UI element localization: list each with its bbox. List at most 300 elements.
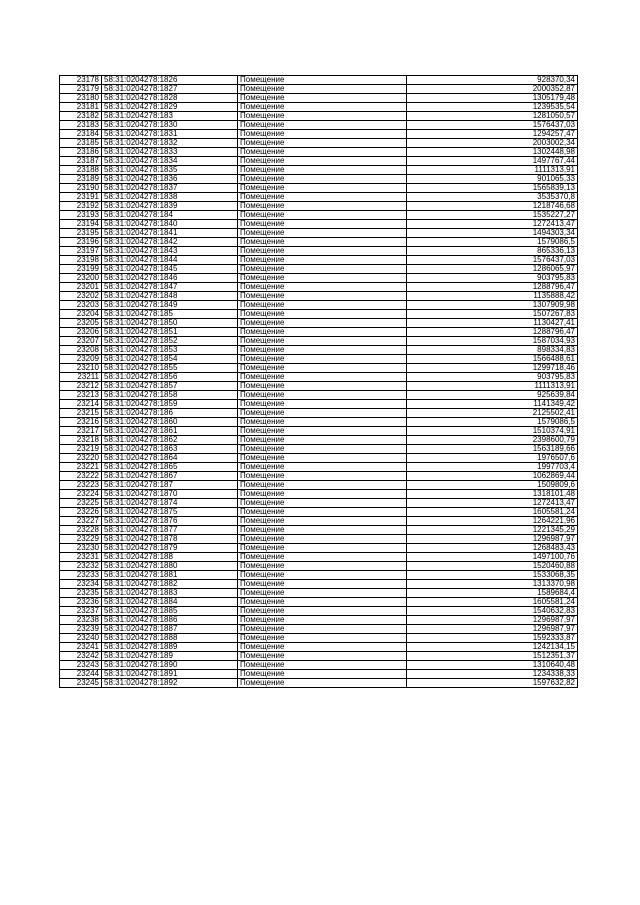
object-type: Помещение: [238, 454, 407, 463]
table-row: [60, 346, 578, 355]
object-type: Помещение: [238, 193, 407, 202]
cadastral-value: 865336,13: [407, 247, 578, 256]
cadastral-value: 901065,33: [407, 175, 578, 184]
row-number: 23216: [60, 418, 102, 427]
object-type: Помещение: [238, 355, 407, 364]
cadastral-value: 1597632,82: [407, 679, 578, 688]
row-number: 23189: [60, 175, 102, 184]
cadastral-value: 1130427,41: [407, 319, 578, 328]
object-type: Помещение: [238, 85, 407, 94]
cadastral-number: 58:31:0204278:1889: [102, 643, 238, 652]
cadastral-number: 58:31:0204278:1870: [102, 490, 238, 499]
table-row: [60, 382, 578, 391]
row-number: 23242: [60, 652, 102, 661]
object-type: Помещение: [238, 274, 407, 283]
table-row: [60, 184, 578, 193]
cadastral-number: 58:31:0204278:187: [102, 481, 238, 490]
cadastral-value: 1510374,91: [407, 427, 578, 436]
cadastral-number: 58:31:0204278:1856: [102, 373, 238, 382]
table-row: [60, 238, 578, 247]
row-number: 23182: [60, 112, 102, 121]
cadastral-value: 1533068,35: [407, 571, 578, 580]
table-row: [60, 274, 578, 283]
cadastral-number: 58:31:0204278:1853: [102, 346, 238, 355]
table-row: [60, 481, 578, 490]
object-type: Помещение: [238, 499, 407, 508]
cadastral-value: 1605581,24: [407, 598, 578, 607]
cadastral-number: 58:31:0204278:1840: [102, 220, 238, 229]
cadastral-value: 2000352,87: [407, 85, 578, 94]
row-number: 23230: [60, 544, 102, 553]
table-row: [60, 625, 578, 634]
table-row: [60, 310, 578, 319]
cadastral-number: 58:31:0204278:1836: [102, 175, 238, 184]
object-type: Помещение: [238, 562, 407, 571]
cadastral-number: 58:31:0204278:1882: [102, 580, 238, 589]
cadastral-number: 58:31:0204278:1859: [102, 400, 238, 409]
cadastral-number: 58:31:0204278:1890: [102, 661, 238, 670]
cadastral-value: 1509809,6: [407, 481, 578, 490]
cadastral-value: 1135888,42: [407, 292, 578, 301]
object-type: Помещение: [238, 553, 407, 562]
cadastral-number: 58:31:0204278:1858: [102, 391, 238, 400]
row-number: 23193: [60, 211, 102, 220]
table-row: [60, 670, 578, 679]
object-type: Помещение: [238, 292, 407, 301]
cadastral-number: 58:31:0204278:1880: [102, 562, 238, 571]
row-number: 23198: [60, 256, 102, 265]
object-type: Помещение: [238, 382, 407, 391]
cadastral-value: 1268483,43: [407, 544, 578, 553]
cadastral-number: 58:31:0204278:1877: [102, 526, 238, 535]
cadastral-number: 58:31:0204278:1844: [102, 256, 238, 265]
object-type: Помещение: [238, 391, 407, 400]
table-row: [60, 319, 578, 328]
table-row: [60, 103, 578, 112]
cadastral-number: 58:31:0204278:1888: [102, 634, 238, 643]
object-type: Помещение: [238, 130, 407, 139]
object-type: Помещение: [238, 346, 407, 355]
object-type: Помещение: [238, 580, 407, 589]
row-number: 23225: [60, 499, 102, 508]
table-row: [60, 94, 578, 103]
row-number: 23190: [60, 184, 102, 193]
cadastral-value: 1286065,97: [407, 265, 578, 274]
object-type: Помещение: [238, 481, 407, 490]
table-row: [60, 256, 578, 265]
row-number: 23203: [60, 301, 102, 310]
object-type: Помещение: [238, 436, 407, 445]
cadastral-number: 58:31:0204278:1876: [102, 517, 238, 526]
row-number: 23183: [60, 121, 102, 130]
object-type: Помещение: [238, 544, 407, 553]
object-type: Помещение: [238, 121, 407, 130]
cadastral-number: 58:31:0204278:1837: [102, 184, 238, 193]
row-number: 23212: [60, 382, 102, 391]
cadastral-number: 58:31:0204278:1848: [102, 292, 238, 301]
table-row: [60, 157, 578, 166]
cadastral-number: 58:31:0204278:1829: [102, 103, 238, 112]
object-type: Помещение: [238, 535, 407, 544]
row-number: 23210: [60, 364, 102, 373]
table-row: [60, 679, 578, 688]
table-row: [60, 508, 578, 517]
cadastral-value: 1272413,47: [407, 499, 578, 508]
table-row: [60, 535, 578, 544]
cadastral-number: 58:31:0204278:1850: [102, 319, 238, 328]
object-type: Помещение: [238, 643, 407, 652]
row-number: 23233: [60, 571, 102, 580]
cadastral-value: 1294257,47: [407, 130, 578, 139]
cadastral-value: 1242134,15: [407, 643, 578, 652]
cadastral-number: 58:31:0204278:186: [102, 409, 238, 418]
table-row: [60, 175, 578, 184]
cadastral-value: 1318101,48: [407, 490, 578, 499]
object-type: Помещение: [238, 247, 407, 256]
cadastral-number: 58:31:0204278:1827: [102, 85, 238, 94]
cadastral-value: 1576437,03: [407, 121, 578, 130]
object-type: Помещение: [238, 103, 407, 112]
cadastral-value: 1221345,29: [407, 526, 578, 535]
cadastral-value: 1605581,24: [407, 508, 578, 517]
row-number: 23226: [60, 508, 102, 517]
cadastral-value: 1264221,96: [407, 517, 578, 526]
cadastral-number: 58:31:0204278:1854: [102, 355, 238, 364]
row-number: 23231: [60, 553, 102, 562]
table-row: [60, 598, 578, 607]
cadastral-value: 1540632,83: [407, 607, 578, 616]
row-number: 23206: [60, 328, 102, 337]
table-row: [60, 202, 578, 211]
object-type: Помещение: [238, 229, 407, 238]
object-type: Помещение: [238, 301, 407, 310]
cadastral-value: 1497100,76: [407, 553, 578, 562]
object-type: Помещение: [238, 283, 407, 292]
cadastral-number: 58:31:0204278:1852: [102, 337, 238, 346]
cadastral-value: 1535227,27: [407, 211, 578, 220]
object-type: Помещение: [238, 373, 407, 382]
table-row: [60, 229, 578, 238]
cadastral-value: 903795,83: [407, 274, 578, 283]
object-type: Помещение: [238, 211, 407, 220]
object-type: Помещение: [238, 328, 407, 337]
table-row: [60, 328, 578, 337]
row-number: 23224: [60, 490, 102, 499]
cadastral-value: 1313370,98: [407, 580, 578, 589]
row-number: 23215: [60, 409, 102, 418]
object-type: Помещение: [238, 256, 407, 265]
row-number: 23188: [60, 166, 102, 175]
table-row: [60, 418, 578, 427]
cadastral-number: 58:31:0204278:1865: [102, 463, 238, 472]
object-type: Помещение: [238, 661, 407, 670]
object-type: Помещение: [238, 598, 407, 607]
cadastral-number: 58:31:0204278:1861: [102, 427, 238, 436]
cadastral-number: 58:31:0204278:1874: [102, 499, 238, 508]
object-type: Помещение: [238, 472, 407, 481]
table-row: [60, 247, 578, 256]
cadastral-value: 898334,83: [407, 346, 578, 355]
cadastral-value: 1296987,97: [407, 625, 578, 634]
cadastral-value: 1587034,93: [407, 337, 578, 346]
row-number: 23219: [60, 445, 102, 454]
cadastral-value: 1579086,5: [407, 418, 578, 427]
object-type: Помещение: [238, 112, 407, 121]
cadastral-number: 58:31:0204278:1892: [102, 679, 238, 688]
cadastral-number: 58:31:0204278:184: [102, 211, 238, 220]
cadastral-number: 58:31:0204278:1887: [102, 625, 238, 634]
table-row: [60, 409, 578, 418]
cadastral-value: 1976507,6: [407, 454, 578, 463]
row-number: 23181: [60, 103, 102, 112]
row-number: 23237: [60, 607, 102, 616]
cadastral-number: 58:31:0204278:1883: [102, 589, 238, 598]
table-row: [60, 454, 578, 463]
cadastral-value: 1288796,47: [407, 328, 578, 337]
object-type: Помещение: [238, 238, 407, 247]
object-type: Помещение: [238, 463, 407, 472]
table-row: [60, 445, 578, 454]
row-number: 23191: [60, 193, 102, 202]
table-row: [60, 634, 578, 643]
object-type: Помещение: [238, 148, 407, 157]
object-type: Помещение: [238, 94, 407, 103]
row-number: 23205: [60, 319, 102, 328]
table-row: [60, 85, 578, 94]
cadastral-number: 58:31:0204278:1886: [102, 616, 238, 625]
row-number: 23227: [60, 517, 102, 526]
table-row: [60, 517, 578, 526]
table-row: [60, 526, 578, 535]
table-row: [60, 580, 578, 589]
object-type: Помещение: [238, 400, 407, 409]
cadastral-number: 58:31:0204278:1864: [102, 454, 238, 463]
table-row: [60, 265, 578, 274]
object-type: Помещение: [238, 616, 407, 625]
row-number: 23238: [60, 616, 102, 625]
table-row: [60, 139, 578, 148]
row-number: 23241: [60, 643, 102, 652]
cadastral-number: 58:31:0204278:1867: [102, 472, 238, 481]
row-number: 23211: [60, 373, 102, 382]
table-row: [60, 373, 578, 382]
cadastral-value: 1520460,88: [407, 562, 578, 571]
cadastral-number: 58:31:0204278:1835: [102, 166, 238, 175]
cadastral-value: 1565839,13: [407, 184, 578, 193]
object-type: Помещение: [238, 175, 407, 184]
object-type: Помещение: [238, 517, 407, 526]
registry-table-body: [60, 76, 578, 688]
row-number: 23243: [60, 661, 102, 670]
table-row: [60, 436, 578, 445]
cadastral-value: 928370,34: [407, 76, 578, 85]
object-type: Помещение: [238, 319, 407, 328]
table-row: [60, 193, 578, 202]
table-row: [60, 643, 578, 652]
row-number: 23214: [60, 400, 102, 409]
row-number: 23185: [60, 139, 102, 148]
cadastral-number: 58:31:0204278:1830: [102, 121, 238, 130]
table-row: [60, 616, 578, 625]
object-type: Помещение: [238, 679, 407, 688]
table-row: [60, 427, 578, 436]
object-type: Помещение: [238, 139, 407, 148]
table-row: [60, 364, 578, 373]
object-type: Помещение: [238, 157, 407, 166]
cadastral-value: 1997703,4: [407, 463, 578, 472]
table-row: [60, 112, 578, 121]
cadastral-number: 58:31:0204278:185: [102, 310, 238, 319]
row-number: 23213: [60, 391, 102, 400]
cadastral-number: 58:31:0204278:1878: [102, 535, 238, 544]
row-number: 23218: [60, 436, 102, 445]
row-number: 23202: [60, 292, 102, 301]
object-type: Помещение: [238, 310, 407, 319]
row-number: 23200: [60, 274, 102, 283]
row-number: 23201: [60, 283, 102, 292]
row-number: 23180: [60, 94, 102, 103]
cadastral-value: 1563189,66: [407, 445, 578, 454]
object-type: Помещение: [238, 625, 407, 634]
cadastral-value: 1566488,61: [407, 355, 578, 364]
cadastral-number: 58:31:0204278:1862: [102, 436, 238, 445]
row-number: 23196: [60, 238, 102, 247]
row-number: 23186: [60, 148, 102, 157]
cadastral-value: 1272413,47: [407, 220, 578, 229]
cadastral-value: 1239535,54: [407, 103, 578, 112]
row-number: 23229: [60, 535, 102, 544]
cadastral-number: 58:31:0204278:1847: [102, 283, 238, 292]
table-row: [60, 355, 578, 364]
cadastral-value: 1307909,98: [407, 301, 578, 310]
cadastral-value: 1579086,5: [407, 238, 578, 247]
row-number: 23199: [60, 265, 102, 274]
cadastral-value: 1512351,37: [407, 652, 578, 661]
row-number: 23209: [60, 355, 102, 364]
cadastral-number: 58:31:0204278:1828: [102, 94, 238, 103]
object-type: Помещение: [238, 409, 407, 418]
cadastral-number: 58:31:0204278:1855: [102, 364, 238, 373]
cadastral-number: 58:31:0204278:1884: [102, 598, 238, 607]
cadastral-value: 1062869,44: [407, 472, 578, 481]
object-type: Помещение: [238, 202, 407, 211]
table-row: [60, 589, 578, 598]
object-type: Помещение: [238, 364, 407, 373]
table-row: [60, 607, 578, 616]
cadastral-value: 1310640,48: [407, 661, 578, 670]
object-type: Помещение: [238, 337, 407, 346]
table-row: [60, 490, 578, 499]
table-row: [60, 472, 578, 481]
table-row: [60, 220, 578, 229]
table-row: [60, 283, 578, 292]
cadastral-number: 58:31:0204278:1834: [102, 157, 238, 166]
row-number: 23234: [60, 580, 102, 589]
cadastral-value: 1507267,83: [407, 310, 578, 319]
cadastral-value: 2125502,41: [407, 409, 578, 418]
row-number: 23192: [60, 202, 102, 211]
cadastral-number: 58:31:0204278:1842: [102, 238, 238, 247]
row-number: 23197: [60, 247, 102, 256]
cadastral-number: 58:31:0204278:1851: [102, 328, 238, 337]
row-number: 23184: [60, 130, 102, 139]
row-number: 23194: [60, 220, 102, 229]
row-number: 23221: [60, 463, 102, 472]
cadastral-value: 2003002,34: [407, 139, 578, 148]
table-row: [60, 652, 578, 661]
row-number: 23217: [60, 427, 102, 436]
table-row: [60, 562, 578, 571]
object-type: Помещение: [238, 490, 407, 499]
cadastral-number: 58:31:0204278:1846: [102, 274, 238, 283]
object-type: Помещение: [238, 427, 407, 436]
cadastral-number: 58:31:0204278:1881: [102, 571, 238, 580]
table-row: [60, 130, 578, 139]
object-type: Помещение: [238, 418, 407, 427]
object-type: Помещение: [238, 526, 407, 535]
cadastral-number: 58:31:0204278:1863: [102, 445, 238, 454]
table-row: [60, 211, 578, 220]
cadastral-value: 1302448,98: [407, 148, 578, 157]
object-type: Помещение: [238, 166, 407, 175]
table-row: [60, 166, 578, 175]
cadastral-value: 1111313,91: [407, 166, 578, 175]
cadastral-number: 58:31:0204278:1860: [102, 418, 238, 427]
cadastral-value: 1141349,42: [407, 400, 578, 409]
row-number: 23178: [60, 76, 102, 85]
object-type: Помещение: [238, 76, 407, 85]
row-number: 23240: [60, 634, 102, 643]
cadastral-value: 1296987,97: [407, 535, 578, 544]
table-row: [60, 301, 578, 310]
cadastral-value: 1592333,87: [407, 634, 578, 643]
cadastral-number: 58:31:0204278:189: [102, 652, 238, 661]
cadastral-number: 58:31:0204278:1831: [102, 130, 238, 139]
object-type: Помещение: [238, 445, 407, 454]
cadastral-value: 2398600,79: [407, 436, 578, 445]
cadastral-number: 58:31:0204278:1879: [102, 544, 238, 553]
row-number: 23220: [60, 454, 102, 463]
table-row: [60, 391, 578, 400]
cadastral-value: 1281050,57: [407, 112, 578, 121]
row-number: 23179: [60, 85, 102, 94]
cadastral-number: 58:31:0204278:1838: [102, 193, 238, 202]
cadastral-value: 1288796,47: [407, 283, 578, 292]
cadastral-value: 903795,83: [407, 373, 578, 382]
row-number: 23239: [60, 625, 102, 634]
table-row: [60, 499, 578, 508]
cadastral-number: 58:31:0204278:1841: [102, 229, 238, 238]
row-number: 23187: [60, 157, 102, 166]
cadastral-number: 58:31:0204278:1832: [102, 139, 238, 148]
cadastral-number: 58:31:0204278:1826: [102, 76, 238, 85]
object-type: Помещение: [238, 634, 407, 643]
table-row: [60, 148, 578, 157]
cadastral-number: 58:31:0204278:1857: [102, 382, 238, 391]
object-type: Помещение: [238, 607, 407, 616]
cadastral-number: 58:31:0204278:188: [102, 553, 238, 562]
table-row: [60, 571, 578, 580]
object-type: Помещение: [238, 571, 407, 580]
row-number: 23223: [60, 481, 102, 490]
object-type: Помещение: [238, 508, 407, 517]
table-row: [60, 544, 578, 553]
object-type: Помещение: [238, 265, 407, 274]
row-number: 23208: [60, 346, 102, 355]
object-type: Помещение: [238, 589, 407, 598]
cadastral-value: 1234338,33: [407, 670, 578, 679]
cadastral-value: 1299718,46: [407, 364, 578, 373]
